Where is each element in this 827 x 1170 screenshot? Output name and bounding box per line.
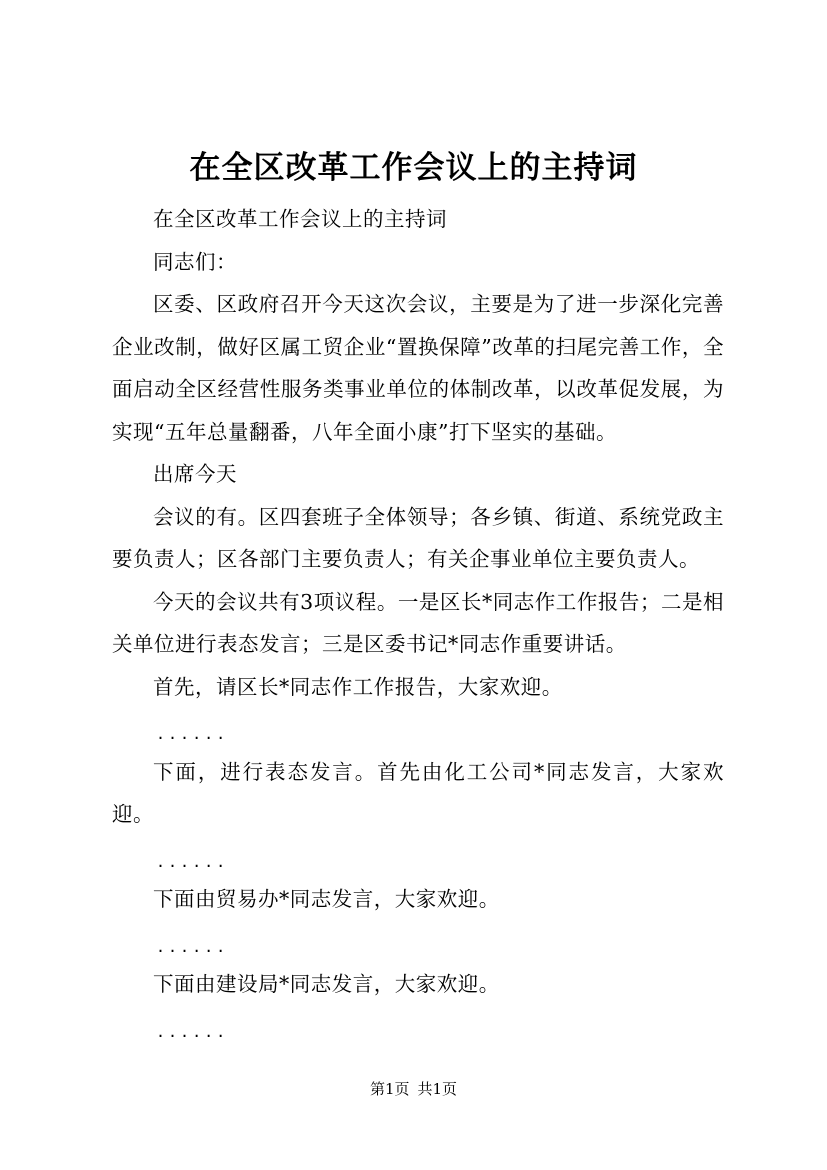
ellipsis-separator: ...... bbox=[156, 852, 229, 871]
paragraph-first-item: 首先，请区长*同志作工作报告，大家欢迎。 bbox=[153, 674, 563, 699]
paragraph-construction-bureau: 下面由建设局*同志发言，大家欢迎。 bbox=[153, 972, 500, 996]
paragraph-salutation: 同志们： bbox=[153, 249, 237, 274]
paragraph-attendance: 会议的有。区四套班子全体领导；各乡镇、街道、系统党政主要负责人；区各部门主要负责人；有关企事业单位主要负责人。 bbox=[112, 504, 724, 571]
paragraph-trade-office: 下面由贸易办*同志发言，大家欢迎。 bbox=[153, 887, 500, 911]
paragraph-attendance-heading: 出席今天 bbox=[153, 462, 237, 486]
paragraph-agenda: 今天的会议共有3项议程。一是区长*同志作工作报告；二是相关单位进行表态发言；三是区委书记*同志作重要讲话。 bbox=[112, 589, 724, 656]
paragraph-purpose: 区委、区政府召开今天这次会议，主要是为了进一步深化完善企业改制，做好区属工贸企业“置换保障”改革的扫尾完善工作，全面启动全区经营性服务类事业单位的体制改革，以改革促发展，为实现“五年总量翻番，八年全面小康”打下坚实的基础。 bbox=[112, 292, 724, 444]
ellipsis-separator: ...... bbox=[156, 725, 229, 743]
paragraph-subtitle: 在全区改革工作会议上的主持词 bbox=[153, 207, 447, 231]
document-title: 在全区改革工作会议上的主持词 bbox=[189, 150, 638, 186]
page-number: 第1页 bbox=[369, 1080, 410, 1098]
document-body bbox=[112, 198, 724, 1048]
ellipsis-separator: ...... bbox=[156, 1022, 229, 1041]
paragraph-statements: 下面，进行表态发言。首先由化工公司*同志发言，大家欢迎。 bbox=[112, 759, 724, 826]
page-total: 共1页 bbox=[417, 1080, 458, 1098]
ellipsis-separator: ...... bbox=[156, 937, 229, 956]
page-footer bbox=[0, 1079, 827, 1099]
